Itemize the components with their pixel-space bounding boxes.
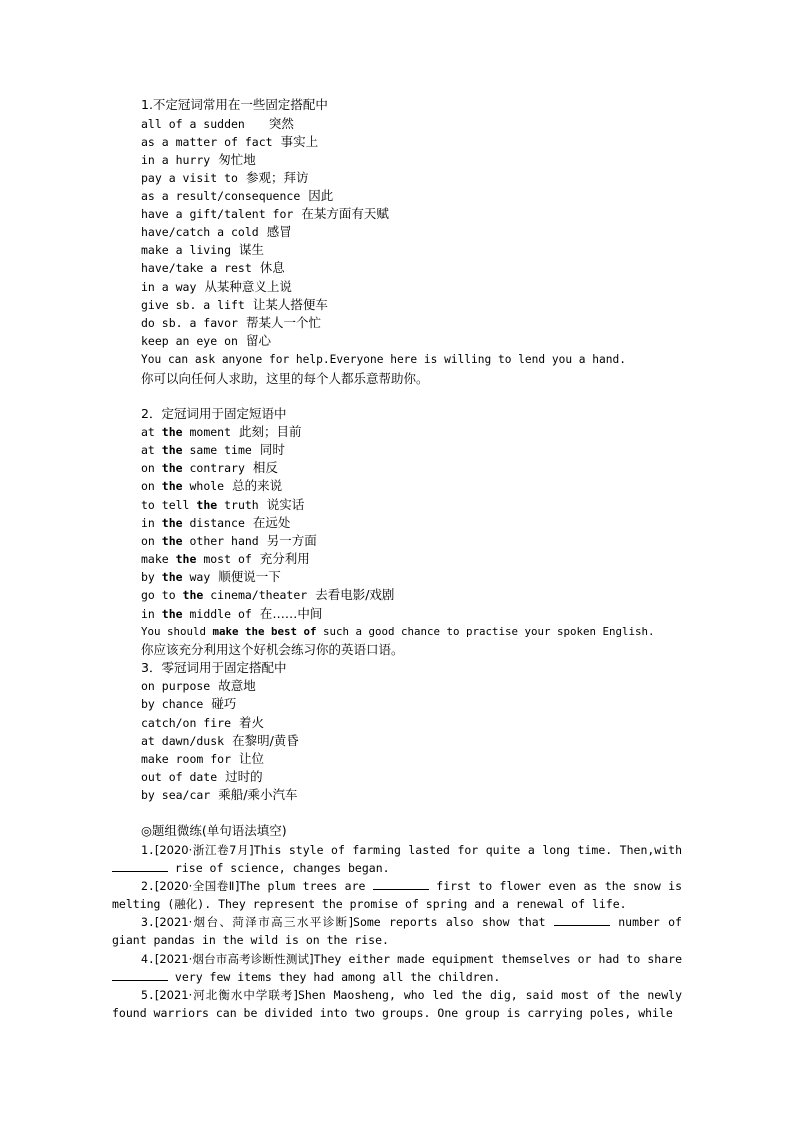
answer-blank[interactable] (554, 914, 610, 926)
phrase-row: on the contrary 相反 (141, 460, 278, 475)
phrase-row: by chance 碰巧 (141, 696, 237, 711)
phrase-row: on the other hand 另一方面 (141, 533, 317, 548)
phrase-row: do sb. a favor 帮某人一个忙 (141, 315, 321, 330)
exercise-question: 3.[2021·烟台、菏泽市高三水平诊断]Some reports also show that number of giant pandas in the wild is on the rise. (112, 915, 682, 948)
phrase-row: have/catch a cold 感冒 (141, 224, 292, 239)
phrase-row: to tell the truth 说实话 (141, 497, 305, 512)
section-2-heading: 2．定冠词用于固定短语中 (141, 406, 287, 421)
phrase-row: by sea/car 乘船/乘小汽车 (141, 787, 298, 802)
phrase-row: in the distance 在远处 (141, 515, 291, 530)
phrase-row: pay a visit to 参观；拜访 (141, 170, 309, 185)
exercise-question: 4.[2021·烟台市高考诊断性测试]They either made equipment themselves or had to share very few items they had among all the children. (112, 950, 682, 986)
phrase-row: as a result/consequence 因此 (141, 188, 334, 203)
phrase-row: in a hurry 匆忙地 (141, 152, 256, 167)
phrase-row: in the middle of 在……中间 (141, 606, 323, 621)
exercise-question: 1.[2020·浙江卷7月]This style of farming lasted for quite a long time. Then,with rise of science, changes began. (112, 841, 682, 877)
phrase-row: make room for 让位 (141, 751, 265, 766)
phrase-row: have/take a rest 休息 (141, 260, 285, 275)
example-sentence: You should make the best of such a good chance to practise your spoken English. (141, 625, 655, 638)
phrase-row: have a gift/talent for 在某方面有天赋 (141, 206, 389, 221)
phrase-row: out of date 过时的 (141, 769, 263, 784)
exercise-question: 2.[2020·全国卷Ⅱ]The plum trees are first to flower even as the snow is melting (融化). They represent the promise of spring and a renewal of life. (112, 879, 682, 912)
phrase-row: on purpose 故意地 (141, 678, 256, 693)
answer-blank[interactable] (112, 860, 168, 872)
phrase-row: at dawn/dusk 在黎明/黄昏 (141, 733, 299, 748)
phrase-row: give sb. a lift 让某人搭便车 (141, 297, 328, 312)
example-sentence: You can ask anyone for help.Everyone here is willing to lend you a hand. (141, 353, 626, 366)
phrase-row: all of a sudden 突然 (141, 116, 294, 131)
phrase-row: at the same time 同时 (141, 442, 285, 457)
phrase-row: on the whole 总的来说 (141, 478, 283, 493)
exercise-heading: ◎题组微练(单句语法填空) (141, 823, 287, 838)
phrase-row: make the most of 充分利用 (141, 551, 310, 566)
phrase-row: catch/on fire 着火 (141, 715, 265, 730)
section-3-heading: 3．零冠词用于固定搭配中 (141, 660, 287, 675)
phrase-row: at the moment 此刻；目前 (141, 424, 302, 439)
phrase-row: in a way 从某种意义上说 (141, 279, 292, 294)
answer-blank[interactable] (373, 878, 429, 890)
section-1-heading: 1.不定冠词常用在一些固定搭配中 (141, 97, 328, 112)
phrase-row: go to the cinema/theater 去看电影/戏剧 (141, 587, 395, 602)
exercise-question: 5.[2021·河北衡水中学联考]Shen Maosheng, who led the dig, said most of the newly found warriors can be divided into two groups. One group is carrying poles, while (112, 988, 683, 1021)
phrase-row: make a living 谋生 (141, 242, 265, 257)
phrase-row: keep an eye on 留心 (141, 333, 271, 348)
example-translation: 你应该充分利用这个好机会练习你的英语口语。 (141, 642, 404, 657)
phrase-row: as a matter of fact 事实上 (141, 134, 319, 149)
answer-blank[interactable] (112, 969, 168, 981)
example-translation: 你可以向任何人求助，这里的每个人都乐意帮助你。 (141, 371, 429, 386)
phrase-row: by the way 顺便说一下 (141, 569, 281, 584)
